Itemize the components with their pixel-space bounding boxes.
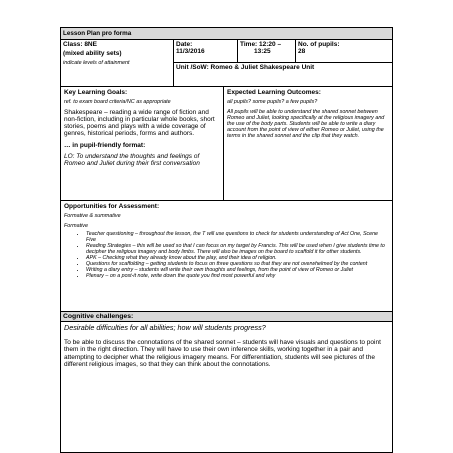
cognitive-heading: Cognitive challenges: bbox=[61, 312, 392, 322]
formative-label: Formative bbox=[64, 222, 88, 229]
unit-cell: Unit /SoW: Romeo & Juliet Shakespeare Unit bbox=[176, 64, 315, 71]
class-cell bbox=[61, 40, 174, 86]
date-time-row bbox=[174, 40, 392, 63]
page-title: Lesson Plan pro forma bbox=[63, 30, 132, 37]
time-label: Time: 12:20 – bbox=[240, 41, 282, 48]
cognitive-question: Desirable difficulties for all abilities; how will students progress? bbox=[64, 323, 266, 332]
outcomes-prompt: all pupils? some pupils? a few pupils? bbox=[227, 99, 318, 106]
class-hint: indicate levels of attainment bbox=[63, 59, 130, 66]
pupils-cell bbox=[296, 40, 392, 62]
cognitive-section bbox=[61, 312, 392, 452]
header-row bbox=[61, 28, 392, 40]
class-note: (mixed ability sets) bbox=[63, 50, 122, 58]
list-item: • Writing a diary entry – students will write their own thoughts and feelings, from the point of view of Romeo or Juliet bbox=[86, 267, 389, 273]
cognitive-cell bbox=[61, 322, 392, 452]
assessment-cell bbox=[61, 201, 392, 311]
list-item: • Questions for scaffolding – getting students to focus on three questions so that they are not overwhelmed by the content bbox=[86, 261, 389, 267]
assessment-list bbox=[64, 231, 389, 279]
outcomes-heading: Expected Learning Outcomes: bbox=[227, 89, 321, 96]
outcomes-cell bbox=[224, 87, 392, 200]
assessment-heading: Opportunities for Assessment: bbox=[64, 203, 160, 210]
goals-heading: Key Learning Goals: bbox=[64, 89, 128, 96]
date-cell bbox=[174, 40, 238, 62]
assessment-section bbox=[61, 201, 392, 312]
pupils-label: No. of pupils: bbox=[298, 41, 340, 48]
cognitive-text: To be able to discuss the connotations of the shared sonnet – students will have visuals and questions to point them in the right direction. They will have to use their own inference skills, working together in a pair and attempting to decipher what the religious imagery means. For differentiation, students will see pictures of the different religious images, so that they can think about the connotations. bbox=[64, 339, 381, 368]
info-right bbox=[174, 40, 392, 86]
time-value: 13:25 bbox=[254, 48, 271, 56]
key-goals-cell bbox=[61, 87, 224, 200]
list-item: • Reading Strategies – this will be used so that I can focus on my target by Francis. This will be used when I give students time to decipher the religious imagery and body limbs. There will also be images on the board to scaffold it for other students. bbox=[86, 243, 389, 255]
learning-objective: LO: To understand the thoughts and feelings of Romeo and Juliet during their first conversation bbox=[64, 152, 200, 168]
pupil-format-label: … in pupil-friendly format: bbox=[64, 141, 146, 149]
goals-outcomes-row bbox=[61, 87, 392, 201]
list-item: • Plenary – on a post-it note, write down the quote you find most powerful and why bbox=[86, 273, 389, 279]
assessment-types: Formative & summative bbox=[64, 213, 121, 220]
goals-text: Shakespeare – reading a wide range of fiction and non-fiction, including in particular whole books, short stories, poems and plays with a wide coverage of genres, historical periods, forms and authors. bbox=[64, 108, 215, 138]
lesson-plan-table bbox=[60, 27, 393, 453]
list-item: • Teacher questioning – throughout the lesson, the T will use questions to check for students understanding of Act One, Scene Five bbox=[86, 231, 389, 243]
date-label: Date: bbox=[176, 41, 193, 48]
outcomes-text: All pupils will be able to understand the shared sonnet between Romeo and Juliet, looking specifically at the religious imagery and the use of the body parts. Students will be able to write a diary account from the point of view of either Romeo or Juliet, using the terms in the shared sonnet and the clip that they watch. bbox=[227, 108, 385, 140]
goals-ref: ref. to exam board criteria/NC as appropriate bbox=[64, 99, 171, 106]
list-item: • APK – Checking what they already know about the play, and their idea of religion. bbox=[86, 255, 389, 261]
info-row bbox=[61, 40, 392, 87]
class-label: Class: 8NE bbox=[63, 41, 97, 48]
date-value: 11/3/2016 bbox=[176, 48, 205, 56]
time-cell bbox=[238, 40, 296, 62]
pupils-value: 28 bbox=[298, 48, 306, 56]
